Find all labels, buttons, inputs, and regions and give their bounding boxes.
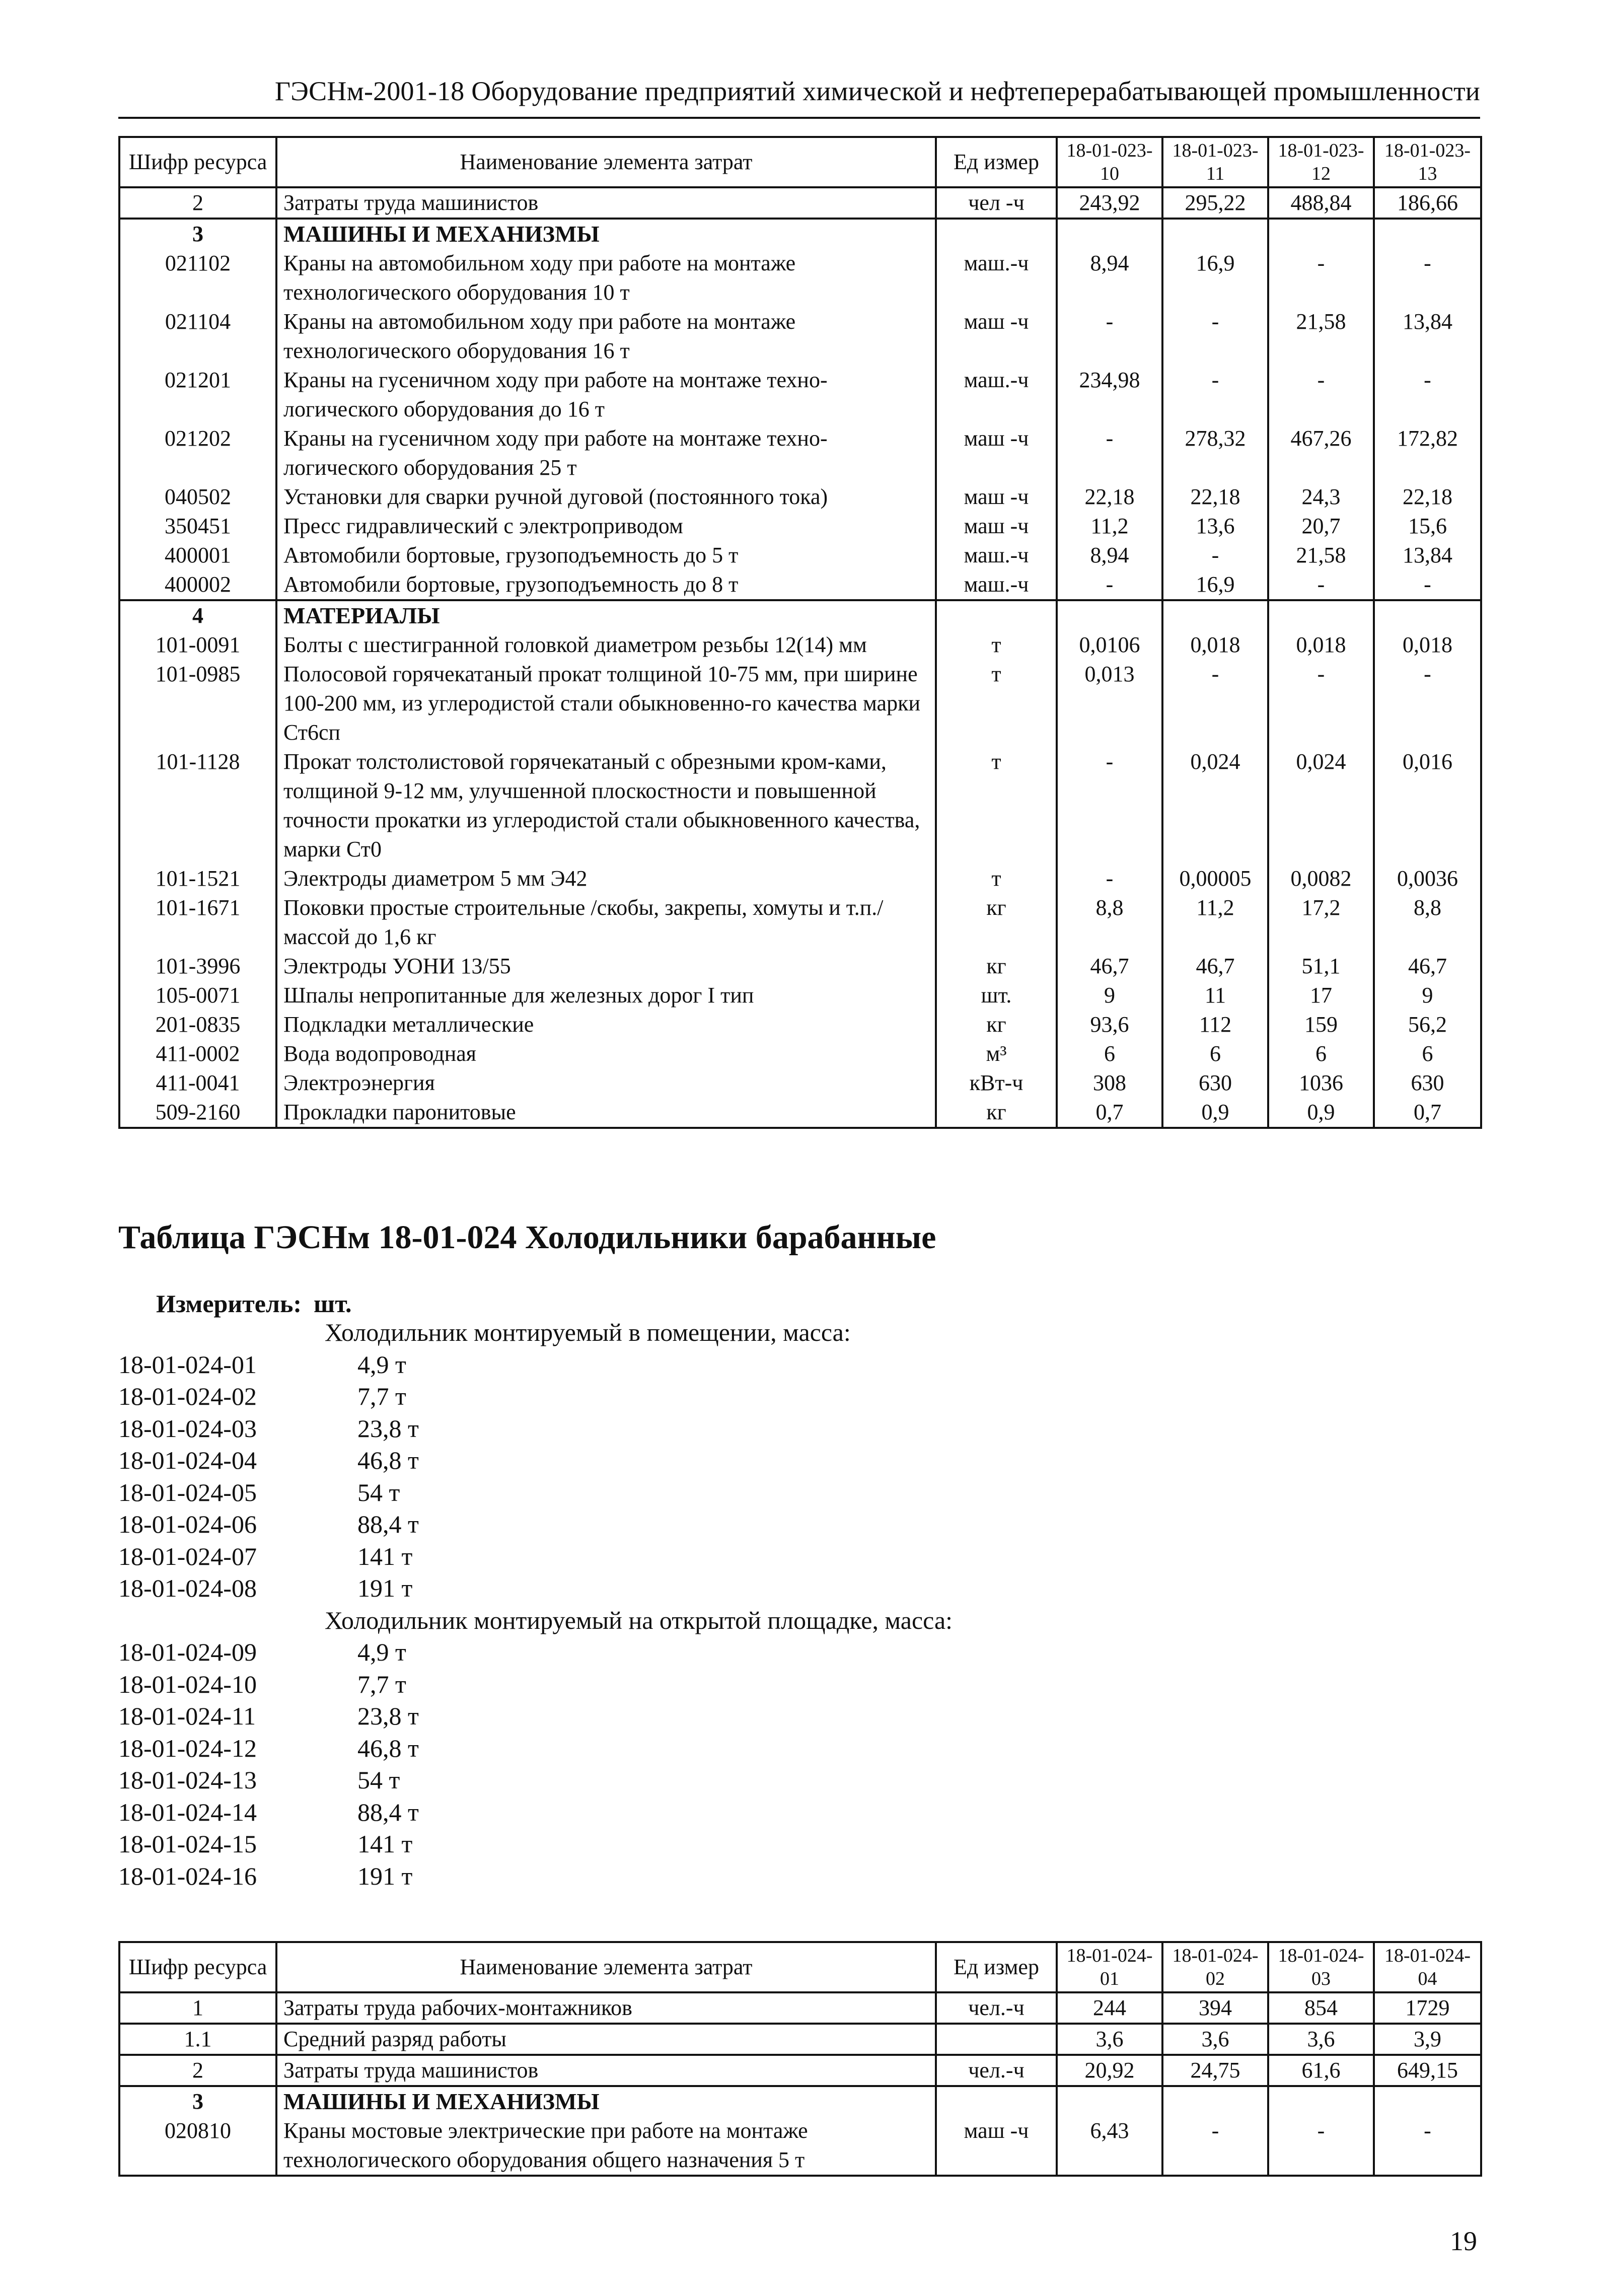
item-code: 18-01-024-13: [118, 1766, 257, 1794]
cell-v3: 17,2: [1268, 893, 1374, 952]
cell-v1: 9: [1057, 981, 1162, 1010]
cell-v1: -: [1057, 424, 1162, 482]
cell-v3: 21,58: [1268, 307, 1374, 366]
cell-v2: 112: [1162, 1010, 1268, 1039]
resource-table-024: [118, 1941, 1482, 2177]
cell-v2: 22,18: [1162, 482, 1268, 512]
cell-v3: 6: [1268, 1039, 1374, 1068]
col-header-name: Наименование элемента затрат: [276, 137, 936, 187]
table-row: [119, 512, 1481, 541]
cell-code: 021201: [119, 366, 276, 424]
cell-v3: [1268, 600, 1374, 630]
col-header-v1: 18-01-023-10: [1057, 137, 1162, 187]
table-row: [119, 747, 1481, 864]
cell-name: Поковки простые строительные /скобы, закрепы, хомуты и т.п./ массой до 1,6 кг: [276, 893, 936, 952]
cell-code: 201-0835: [119, 1010, 276, 1039]
cell-v2: 6: [1162, 1039, 1268, 1068]
cell-name: Краны мостовые электрические при работе на монтаже технологического оборудования общего назначения 5 т: [276, 2116, 936, 2176]
item-code: 18-01-024-01: [118, 1350, 257, 1379]
cell-code: 411-0002: [119, 1039, 276, 1068]
item-code: 18-01-024-11: [118, 1702, 256, 1730]
item-code: 18-01-024-12: [118, 1734, 257, 1762]
cell-v1: 0,7: [1057, 1098, 1162, 1128]
item-mass: 191 т: [357, 1861, 413, 1890]
cell-v2: 13,6: [1162, 512, 1268, 541]
col-header-v2: 18-01-023-11: [1162, 137, 1268, 187]
cell-unit: маш -ч: [936, 424, 1057, 482]
cell-code: 101-1671: [119, 893, 276, 952]
cell-unit: маш -ч: [936, 512, 1057, 541]
cell-v4: 0,018: [1374, 630, 1481, 660]
cell-name: Прокладки паронитовые: [276, 1098, 936, 1128]
cell-unit: чел.-ч: [936, 1992, 1057, 2024]
table-row: [119, 600, 1481, 630]
cell-v3: 0,0082: [1268, 864, 1374, 893]
cell-v4: [1374, 219, 1481, 249]
item-code: 18-01-024-10: [118, 1670, 257, 1698]
cell-v1: -: [1057, 307, 1162, 366]
table-row: [119, 1992, 1481, 2024]
cell-unit: кг: [936, 1010, 1057, 1039]
cell-unit: [936, 2024, 1057, 2055]
item-code: 18-01-024-02: [118, 1382, 257, 1410]
cell-unit: кг: [936, 893, 1057, 952]
item-mass: 191 т: [357, 1574, 413, 1602]
cell-v1: [1057, 219, 1162, 249]
cell-code: 021202: [119, 424, 276, 482]
cell-code: 509-2160: [119, 1098, 276, 1128]
table-row: [119, 1098, 1481, 1128]
cell-v4: 15,6: [1374, 512, 1481, 541]
cell-v3: 854: [1268, 1992, 1374, 2024]
item-code: 18-01-024-04: [118, 1446, 257, 1474]
cell-v3: 0,9: [1268, 1098, 1374, 1128]
table-row: [119, 2055, 1481, 2086]
table-header-row: [119, 1942, 1481, 1992]
item-mass: 7,7 т: [357, 1382, 406, 1410]
cell-code: 3: [119, 219, 276, 249]
col-header-v4: 18-01-024-04: [1374, 1942, 1481, 1992]
cell-v3: 159: [1268, 1010, 1374, 1039]
cell-name: МАШИНЫ И МЕХАНИЗМЫ: [276, 2086, 936, 2116]
cell-v4: -: [1374, 660, 1481, 747]
item-mass: 4,9 т: [357, 1350, 406, 1379]
cell-v4: 0,0036: [1374, 864, 1481, 893]
cell-code: 101-1521: [119, 864, 276, 893]
running-header: ГЭСНм-2001-18 Оборудование предприятий химической и нефтеперерабатывающей промышленности: [274, 76, 1480, 106]
cell-v3: 20,7: [1268, 512, 1374, 541]
cell-code: 101-0985: [119, 660, 276, 747]
col-header-unit: Ед измер: [936, 137, 1057, 187]
measure-line: [156, 1289, 352, 1318]
cell-code: 4: [119, 600, 276, 630]
cell-code: 2: [119, 2055, 276, 2086]
cell-v2: [1162, 219, 1268, 249]
cell-v1: 46,7: [1057, 952, 1162, 981]
table-header-row: [119, 137, 1481, 187]
cell-code: 1.1: [119, 2024, 276, 2055]
cell-unit: чел -ч: [936, 187, 1057, 219]
item-mass: 46,8 т: [357, 1734, 419, 1762]
cell-v3: -: [1268, 249, 1374, 307]
cell-v2: -: [1162, 2116, 1268, 2176]
cell-name: Электроэнергия: [276, 1068, 936, 1098]
cell-v1: 8,8: [1057, 893, 1162, 952]
cell-unit: кВт-ч: [936, 1068, 1057, 1098]
cell-code: 040502: [119, 482, 276, 512]
cell-code: 411-0041: [119, 1068, 276, 1098]
cell-v1: 244: [1057, 1992, 1162, 2024]
table-row: [119, 1039, 1481, 1068]
cell-unit: маш -ч: [936, 307, 1057, 366]
item-mass: 54 т: [357, 1478, 400, 1506]
cell-code: 105-0071: [119, 981, 276, 1010]
cell-v2: 46,7: [1162, 952, 1268, 981]
item-mass: 88,4 т: [357, 1798, 419, 1826]
cell-name: МАТЕРИАЛЫ: [276, 600, 936, 630]
cell-v4: 172,82: [1374, 424, 1481, 482]
cell-code: 020810: [119, 2116, 276, 2176]
table-row: [119, 630, 1481, 660]
cell-v1: 234,98: [1057, 366, 1162, 424]
table-row: [119, 952, 1481, 981]
table-row: [119, 2116, 1481, 2176]
cell-unit: т: [936, 747, 1057, 864]
cell-v1: 93,6: [1057, 1010, 1162, 1039]
table-row: [119, 541, 1481, 570]
cell-v2: 0,9: [1162, 1098, 1268, 1128]
cell-v2: 0,018: [1162, 630, 1268, 660]
table-row: [119, 981, 1481, 1010]
cell-v1: 8,94: [1057, 541, 1162, 570]
cell-v1: 20,92: [1057, 2055, 1162, 2086]
cell-name: Краны на автомобильном ходу при работе на монтаже технологического оборудования 10 т: [276, 249, 936, 307]
cell-unit: м³: [936, 1039, 1057, 1068]
cell-v2: 295,22: [1162, 187, 1268, 219]
item-mass: 141 т: [357, 1830, 413, 1858]
cell-unit: [936, 2086, 1057, 2116]
cell-v1: 22,18: [1057, 482, 1162, 512]
table-row: [119, 219, 1481, 249]
item-mass: 141 т: [357, 1542, 413, 1570]
table-row: [119, 1010, 1481, 1039]
cell-v3: 17: [1268, 981, 1374, 1010]
table-row: [119, 249, 1481, 307]
cell-v2: 16,9: [1162, 570, 1268, 600]
col-header-v3: 18-01-024-03: [1268, 1942, 1374, 1992]
item-mass: 88,4 т: [357, 1510, 419, 1538]
cell-v1: [1057, 2086, 1162, 2116]
cell-name: Подкладки металлические: [276, 1010, 936, 1039]
cell-name: Автомобили бортовые, грузоподъемность до 5 т: [276, 541, 936, 570]
cell-name: Затраты труда рабочих-монтажников: [276, 1992, 936, 2024]
table-row: [119, 660, 1481, 747]
cell-unit: [936, 600, 1057, 630]
cell-name: Краны на гусеничном ходу при работе на монтаже техно-логического оборудования до 16 т: [276, 366, 936, 424]
cell-name: Установки для сварки ручной дуговой (постоянного тока): [276, 482, 936, 512]
cell-code: 021102: [119, 249, 276, 307]
cell-v2: 630: [1162, 1068, 1268, 1098]
item-mass: 7,7 т: [357, 1670, 406, 1698]
cell-name: Электроды УОНИ 13/55: [276, 952, 936, 981]
cell-v1: 6: [1057, 1039, 1162, 1068]
cell-v4: 46,7: [1374, 952, 1481, 981]
cell-v4: 649,15: [1374, 2055, 1481, 2086]
cell-v4: -: [1374, 249, 1481, 307]
cell-v4: 13,84: [1374, 307, 1481, 366]
cell-v4: -: [1374, 2116, 1481, 2176]
cell-v2: 0,024: [1162, 747, 1268, 864]
col-header-v2: 18-01-024-02: [1162, 1942, 1268, 1992]
cell-code: 400002: [119, 570, 276, 600]
cell-v4: 22,18: [1374, 482, 1481, 512]
table-row: [119, 570, 1481, 600]
col-header-code: Шифр ресурса: [119, 137, 276, 187]
table-row: [119, 1068, 1481, 1098]
measure-unit: шт.: [314, 1289, 352, 1318]
item-code: 18-01-024-03: [118, 1414, 257, 1443]
cell-name: Затраты труда машинистов: [276, 187, 936, 219]
item-mass: 23,8 т: [357, 1702, 419, 1730]
item-code: 18-01-024-15: [118, 1830, 257, 1858]
cell-unit: маш -ч: [936, 482, 1057, 512]
cell-v3: 61,6: [1268, 2055, 1374, 2086]
col-header-name: Наименование элемента затрат: [276, 1942, 936, 1992]
cell-v3: 488,84: [1268, 187, 1374, 219]
cell-code: 350451: [119, 512, 276, 541]
cell-name: Полосовой горячекатаный прокат толщиной 10-75 мм, при ширине 100-200 мм, из углеродистой стали обыкновенно-го качества марки Ст6сп: [276, 660, 936, 747]
cell-v4: -: [1374, 366, 1481, 424]
cell-unit: маш.-ч: [936, 541, 1057, 570]
cell-name: Шпалы непропитанные для железных дорог I тип: [276, 981, 936, 1010]
cell-v4: [1374, 600, 1481, 630]
cell-code: 101-1128: [119, 747, 276, 864]
item-code: 18-01-024-06: [118, 1510, 257, 1538]
table-row: [119, 2024, 1481, 2055]
table-row: [119, 2086, 1481, 2116]
cell-unit: т: [936, 660, 1057, 747]
cell-v1: -: [1057, 864, 1162, 893]
col-header-v1: 18-01-024-01: [1057, 1942, 1162, 1992]
cell-v4: 6: [1374, 1039, 1481, 1068]
cell-unit: маш.-ч: [936, 249, 1057, 307]
col-header-unit: Ед измер: [936, 1942, 1057, 1992]
cell-unit: кг: [936, 1098, 1057, 1128]
cell-unit: маш.-ч: [936, 570, 1057, 600]
cell-v3: 3,6: [1268, 2024, 1374, 2055]
cell-v1: 243,92: [1057, 187, 1162, 219]
cell-name: Затраты труда машинистов: [276, 2055, 936, 2086]
page-number: 19: [1450, 2226, 1477, 2256]
cell-name: Краны на гусеничном ходу при работе на монтаже техно-логического оборудования 25 т: [276, 424, 936, 482]
cell-v2: [1162, 600, 1268, 630]
table-row: [119, 893, 1481, 952]
measure-label: Измеритель:: [156, 1289, 302, 1318]
cell-v1: 8,94: [1057, 249, 1162, 307]
cell-v3: -: [1268, 660, 1374, 747]
cell-code: 3: [119, 2086, 276, 2116]
cell-unit: [936, 219, 1057, 249]
cell-name: МАШИНЫ И МЕХАНИЗМЫ: [276, 219, 936, 249]
cell-unit: кг: [936, 952, 1057, 981]
item-mass: 23,8 т: [357, 1414, 419, 1443]
cell-code: 400001: [119, 541, 276, 570]
cell-name: Болты с шестигранной головкой диаметром резьбы 12(14) мм: [276, 630, 936, 660]
cell-unit: маш -ч: [936, 2116, 1057, 2176]
cell-unit: т: [936, 630, 1057, 660]
cell-v4: 1729: [1374, 1992, 1481, 2024]
header-rule: [118, 117, 1480, 119]
item-code: 18-01-024-16: [118, 1861, 257, 1890]
cell-v4: 56,2: [1374, 1010, 1481, 1039]
item-code: 18-01-024-07: [118, 1542, 257, 1570]
table-row: [119, 424, 1481, 482]
cell-v3: [1268, 2086, 1374, 2116]
col-header-v3: 18-01-023-12: [1268, 137, 1374, 187]
cell-v4: 630: [1374, 1068, 1481, 1098]
cell-v2: -: [1162, 541, 1268, 570]
cell-v1: 11,2: [1057, 512, 1162, 541]
cell-name: Вода водопроводная: [276, 1039, 936, 1068]
cell-v2: 11,2: [1162, 893, 1268, 952]
cell-v3: 51,1: [1268, 952, 1374, 981]
cell-v1: 6,43: [1057, 2116, 1162, 2176]
cell-name: Пресс гидравлический с электроприводом: [276, 512, 936, 541]
item-code: 18-01-024-09: [118, 1638, 257, 1666]
cell-name: Краны на автомобильном ходу при работе на монтаже технологического оборудования 16 т: [276, 307, 936, 366]
cell-v3: -: [1268, 570, 1374, 600]
cell-v1: 308: [1057, 1068, 1162, 1098]
col-header-code: Шифр ресурса: [119, 1942, 276, 1992]
cell-code: 1: [119, 1992, 276, 2024]
cell-v2: 394: [1162, 1992, 1268, 2024]
resource-table-023: [118, 136, 1482, 1129]
cell-v2: 11: [1162, 981, 1268, 1010]
cell-v1: [1057, 600, 1162, 630]
cell-v1: -: [1057, 570, 1162, 600]
item-mass: 4,9 т: [357, 1638, 406, 1666]
cell-v2: [1162, 2086, 1268, 2116]
cell-v3: 24,3: [1268, 482, 1374, 512]
document-page: ГЭСНм-2001-18 Оборудование предприятий химической и нефтеперерабатывающей промышленности Шифр ресурса Наименование элемента затрат Ед измер 18-01-023-10 18-01-023-11 18-01-023-12 18-01-023-13 2 Затраты труда машинистов чел -ч 243,92 295,22 488,84 186,66 3 МАШИНЫ И МЕХАНИЗМЫ 021102 Краны на автомобильном ходу при работе на монтаже технологического оборудования 10 т маш.-ч 8,94 16,9 - - 021104 Краны на автомобильном ходу при работе на монтаже технологического оборудования 16 т маш -ч - - 21,58 13,84 021201 Краны на гусеничном ходу при работе на монтаже техно-логического оборудования до 16 т маш.-ч 234,98 - - - 021202 Краны на гусеничном ходу при работе на монтаже техно-логического оборудования 25 т маш -ч - 278,32 467,26 172,82 040502 Установки для сварки ручной дуговой (постоянного тока) маш -ч 22,18 22,18 24,3 22,18 350451 Пресс гидравлический с электроприводом маш -ч 11,2 13,6 20,7 15,6 400001 Автомобили бортовые, грузоподъемность до 5 т маш.-ч 8,94 - 21,58 13,84 400002 Автомобили бортовые, грузоподъемность до 8 т маш.-ч - 16,9 - - 4 МАТЕРИАЛЫ 101-0091 Болты с шестигранной головкой диаметром резьбы 12(14) мм т 0,0106 0,018 0,018 0,018 101-0985 Полосовой горячекатаный прокат толщиной 10-75 мм, при ширине 100-200 мм, из углеродистой стали обыкновенно-го качества марки Ст6сп т 0,013 - - - 101-1128 Прокат толстолистовой горячекатаный с обрезными кром-ками, толщиной 9-12 мм, улучшенной плоскостности и повышенной точности прокатки из углеродистой стали обыкновенного качества, марки Ст0 т - 0,024 0,024 0,016 101-1521 Электроды диаметром 5 мм Э42 т - 0,00005 0,0082 0,0036 101-1671 Поковки простые строительные /скобы, закрепы, хомуты и т.п./ массой до 1,6 кг кг 8,8 11,2 17,2 8,8 101-3996 Электроды УОНИ 13/55 кг 46,7 46,7 51,1 46,7 105-0071 Шпалы непропитанные для железных дорог I тип шт. 9 11 17 9 201-0835 Подкладки металлические кг 93,6 112 159 56,2 411-0002 Вода водопроводная м³ 6 6 6 6 411-0041 Электроэнергия кВт-ч 308 630 1036 630 509-2160 Прокладки паронитовые кг 0,7 0,9 0,9 0,7 Таблица ГЭСНм 18-01-024 Холодильники барабанные Измеритель: шт. Холодильник монтируемый в помещении, масса: 18-01-024-01 4,9 т 18-01-024-02 7,7 т 18-01-024-03 23,8 т 18-01-024-04 46,8 т 18-01-024-05 54 т 18-01-024-06 88,4 т 18-01-024-07 141 т 18-01-024-08 191 т Холодильник монтируемый на открытой площадке, масса: 18-01-024-09 4,9 т 18-01-024-10 7,7 т 18-01-024-11 23,8 т 18-01-024-12 46,8 т 18-01-024-13 54 т 18-01-024-14 88,4 т 18-01-024-15 141 т 18-01-024-16 191 т Шифр ресурса Наименование элемента затрат Ед измер 18-01-024-01 18-01-024-02 18-01-024-03 18-01-024-04 1 Затраты труда рабочих-монтажников чел.-ч 244 394 854 1729 1.1 Средний разряд работы 3,6 3,6 3,6 3,9 2 Затраты труда машинистов чел.-ч 20,92 24,75 61,6 649,15 3 МАШИНЫ И МЕХАНИЗМЫ 020810 Краны мостовые электрические при работе на монтаже технологического оборудования общего назначения 5 т маш -ч 6,43 - - - 19: [0, 0, 1611, 2296]
cell-v4: 186,66: [1374, 187, 1481, 219]
cell-v4: 8,8: [1374, 893, 1481, 952]
cell-v4: 0,016: [1374, 747, 1481, 864]
item-code: 18-01-024-08: [118, 1574, 257, 1602]
cell-v1: -: [1057, 747, 1162, 864]
cell-unit: маш.-ч: [936, 366, 1057, 424]
cell-name: Средний разряд работы: [276, 2024, 936, 2055]
item-mass: 54 т: [357, 1766, 400, 1794]
table-title: Таблица ГЭСНм 18-01-024 Холодильники барабанные: [118, 1219, 936, 1256]
cell-code: 2: [119, 187, 276, 219]
cell-v2: 24,75: [1162, 2055, 1268, 2086]
cell-v2: 3,6: [1162, 2024, 1268, 2055]
cell-v2: 16,9: [1162, 249, 1268, 307]
cell-v4: [1374, 2086, 1481, 2116]
table-row: [119, 864, 1481, 893]
cell-v1: 3,6: [1057, 2024, 1162, 2055]
cell-unit: шт.: [936, 981, 1057, 1010]
cell-v3: 0,024: [1268, 747, 1374, 864]
cell-v4: 3,9: [1374, 2024, 1481, 2055]
cell-v4: 9: [1374, 981, 1481, 1010]
cell-code: 101-3996: [119, 952, 276, 981]
item-mass: 46,8 т: [357, 1446, 419, 1474]
cell-v3: -: [1268, 366, 1374, 424]
cell-v3: 0,018: [1268, 630, 1374, 660]
cell-v3: [1268, 219, 1374, 249]
cell-v4: 13,84: [1374, 541, 1481, 570]
cell-code: 021104: [119, 307, 276, 366]
col-header-v4: 18-01-023-13: [1374, 137, 1481, 187]
cell-code: 101-0091: [119, 630, 276, 660]
cell-v3: 467,26: [1268, 424, 1374, 482]
cell-v2: -: [1162, 307, 1268, 366]
cell-v1: 0,0106: [1057, 630, 1162, 660]
cell-v2: -: [1162, 366, 1268, 424]
table-row: [119, 366, 1481, 424]
table-row: [119, 307, 1481, 366]
cell-unit: т: [936, 864, 1057, 893]
cell-v2: 278,32: [1162, 424, 1268, 482]
table-row: [119, 482, 1481, 512]
cell-unit: чел.-ч: [936, 2055, 1057, 2086]
cell-name: Автомобили бортовые, грузоподъемность до 8 т: [276, 570, 936, 600]
cell-name: Прокат толстолистовой горячекатаный с обрезными кром-ками, толщиной 9-12 мм, улучшенной плоскостности и повышенной точности прокатки из углеродистой стали обыкновенного качества, марки Ст0: [276, 747, 936, 864]
item-code: 18-01-024-14: [118, 1798, 257, 1826]
table-row: [119, 187, 1481, 219]
item-code: 18-01-024-05: [118, 1478, 257, 1506]
cell-v3: 21,58: [1268, 541, 1374, 570]
cell-v4: -: [1374, 570, 1481, 600]
cell-v2: 0,00005: [1162, 864, 1268, 893]
cell-v3: 1036: [1268, 1068, 1374, 1098]
cell-v1: 0,013: [1057, 660, 1162, 747]
cell-v3: -: [1268, 2116, 1374, 2176]
cell-v2: -: [1162, 660, 1268, 747]
cell-v4: 0,7: [1374, 1098, 1481, 1128]
cell-name: Электроды диаметром 5 мм Э42: [276, 864, 936, 893]
